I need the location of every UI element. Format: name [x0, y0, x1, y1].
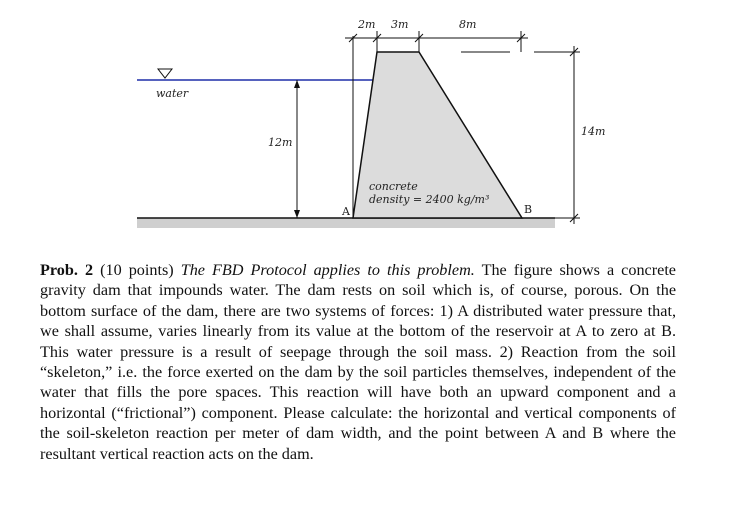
- dim-12m-label: 12m: [268, 136, 293, 149]
- water-depth-arrow-top: [294, 80, 300, 88]
- water-depth-arrow-bottom: [294, 210, 300, 218]
- dim-3m-label: 3m: [391, 18, 409, 31]
- problem-body: The figure shows a concrete gravity dam that impounds water. The dam rests on soil which is, of course, porous. On the bottom surface of the dam, there are two systems of forces: 1) A distributed water pressure that, we shall assume, varies linearly from its value at the bottom of the reservoir at A to zero at B. This water pressure is a result of seepage through the soil mass. 2) Reaction from the soil “skeleton,” i.e. the force exerted on the dam by the soil particles themselves, independent of the water that fills the pore spaces. This reaction will have both an upward component and a horizontal (“frictional”) component. Please calculate: the horizontal and vertical components of the soil-skeleton reaction per meter of dam width, and the point between A and B where the resultant vertical reaction acts on the dam.: [40, 261, 676, 463]
- dim-8m-label: 8m: [459, 18, 477, 31]
- problem-protocol: The FBD Protocol applies to this problem.: [180, 261, 475, 279]
- top-dimension-ticks: [349, 31, 525, 52]
- dim-14m-label: 14m: [581, 125, 606, 138]
- concrete-label: concrete: [369, 180, 418, 193]
- problem-statement: [40, 260, 676, 464]
- point-b-label: B: [524, 203, 533, 216]
- ground-strip: [137, 218, 555, 228]
- density-label: density = 2400 kg/m³: [369, 193, 490, 206]
- dam-figure: [0, 0, 729, 250]
- water-level-icon: [158, 69, 172, 78]
- problem-points: (10 points): [100, 261, 174, 279]
- water-label: water: [156, 87, 189, 100]
- point-a-label: A: [342, 205, 350, 218]
- dim-2m-label: 2m: [358, 18, 376, 31]
- problem-number: Prob. 2: [40, 261, 94, 279]
